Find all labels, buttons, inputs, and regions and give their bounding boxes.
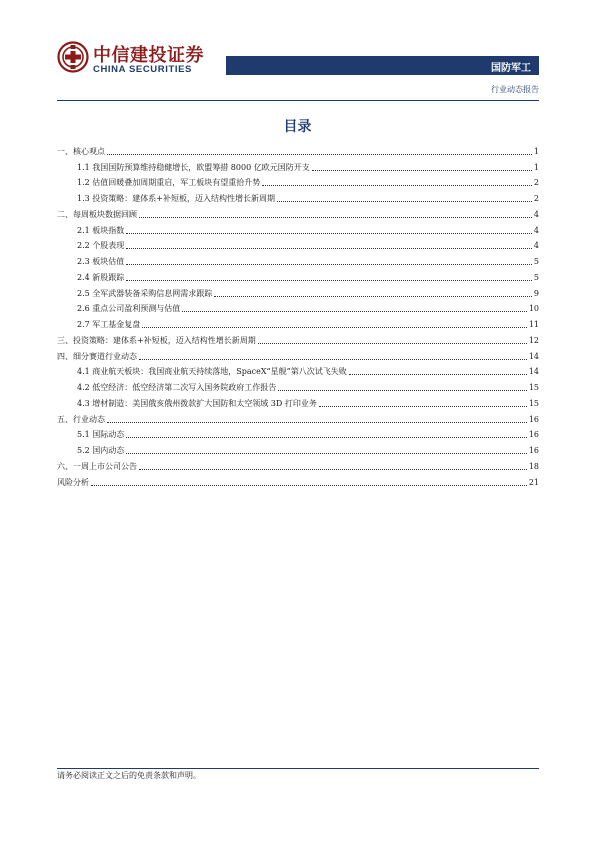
toc-leader-dots (107, 421, 527, 423)
toc-entry[interactable] (57, 267, 539, 283)
toc-entry-page: 16 (528, 430, 539, 440)
toc-entry-page: 5 (533, 257, 539, 266)
toc-entry-page: 9 (533, 288, 539, 298)
toc-leader-dots (214, 295, 532, 297)
toc-entry-label: 二、每周板块数据回顾 (57, 209, 137, 219)
toc-entry-page: 4 (533, 225, 539, 235)
toc-title: 目录 (283, 119, 312, 135)
toc-entry[interactable] (57, 346, 539, 362)
toc-entry[interactable] (57, 440, 539, 456)
toc-entry[interactable] (57, 188, 539, 204)
toc-entry-page: 14 (528, 367, 539, 377)
toc-entry-page: 16 (528, 414, 539, 424)
toc-entry-label: 2.1 板块指数 (77, 225, 125, 235)
toc-entry[interactable] (57, 204, 539, 220)
toc-entry-page: 16 (528, 446, 539, 455)
toc-entry-label: 1.3 投资策略：建体系+补短板，迈入结构性增长新周期 (77, 194, 275, 203)
china-securities-logo-icon (57, 41, 89, 73)
toc-entry-label: 2.4 新股跟踪 (77, 272, 125, 282)
toc-entry[interactable] (57, 173, 539, 189)
toc-entry[interactable] (57, 157, 539, 173)
toc-entry[interactable] (57, 362, 539, 378)
header-divider (57, 100, 539, 101)
toc-entry-page: 2 (533, 194, 539, 203)
toc-leader-dots (182, 310, 527, 312)
toc-leader-dots (126, 436, 527, 438)
sector-band (226, 56, 539, 75)
toc-leader-dots (349, 373, 527, 375)
sector-label: 国防军工 (491, 63, 531, 74)
toc-leader-dots (139, 358, 527, 360)
toc-leader-dots (126, 263, 532, 265)
toc-entry-label: 风险分析 (57, 477, 89, 487)
toc-entry[interactable] (57, 409, 539, 425)
toc-entry-page: 5 (533, 272, 539, 282)
toc-entry[interactable] (57, 425, 539, 441)
toc-entry[interactable] (57, 377, 539, 393)
toc-entry-label: 5.2 国内动态 (77, 446, 125, 455)
toc-entry-label: 2.6 重点公司盈利预测与估值 (77, 304, 181, 314)
table-of-contents (57, 141, 539, 488)
report-type-label: 行业动态报告 (491, 85, 539, 94)
brand-name-cn: 中信建投证券 (93, 45, 204, 66)
toc-entry-label: 三、投资策略：建体系+补短板，迈入结构性增长新周期 (57, 335, 256, 345)
toc-entry[interactable] (57, 283, 539, 299)
toc-leader-dots (312, 169, 532, 171)
toc-entry[interactable] (57, 314, 539, 330)
toc-leader-dots (91, 484, 527, 486)
toc-entry-label: 4.3 增材制造：美国俄亥俄州拨款扩大国防和太空领域 3D 打印业务 (77, 398, 317, 408)
toc-entry-page: 1 (533, 146, 539, 156)
toc-entry[interactable] (57, 393, 539, 409)
toc-entry-label: 1.1 我国国防预算维持稳健增长，欧盟筹措 8000 亿欧元国防开支 (77, 162, 310, 172)
toc-entry-label: 1.2 估值回暖叠加周期重启，军工板块有望重拾升势 (77, 178, 261, 188)
toc-entry-label: 5.1 国际动态 (77, 430, 125, 440)
toc-entry[interactable] (57, 220, 539, 236)
toc-entry-label: 四、细分赛道行业动态 (57, 351, 137, 361)
toc-entry-label: 2.7 军工基金复盘 (77, 320, 141, 329)
toc-leader-dots (139, 468, 527, 470)
toc-leader-dots (126, 232, 532, 234)
toc-leader-dots (142, 326, 527, 328)
toc-entry-page: 15 (528, 398, 539, 408)
toc-leader-dots (126, 247, 532, 249)
toc-entry-page: 12 (528, 335, 539, 345)
toc-leader-dots (262, 184, 532, 186)
toc-entry[interactable] (57, 236, 539, 252)
toc-leader-dots (126, 452, 527, 454)
toc-entry-label: 4.1 商业航天板块：我国商业航天持续落地，SpaceX“星舰”第八次试飞失败 (77, 367, 347, 377)
toc-entry-label: 六、一周上市公司公告 (57, 461, 137, 471)
toc-entry-label: 2.2 个股表现 (77, 241, 125, 251)
toc-entry[interactable] (57, 141, 539, 157)
toc-entry-label: 2.5 全军武器装备采购信息网需求跟踪 (77, 288, 213, 298)
toc-leader-dots (139, 216, 532, 218)
toc-leader-dots (258, 342, 527, 344)
toc-leader-dots (278, 389, 527, 391)
toc-entry-label: 五、行业动态 (57, 414, 105, 424)
toc-entry[interactable] (57, 299, 539, 315)
toc-entry-label: 一、核心观点 (57, 146, 105, 156)
toc-entry[interactable] (57, 472, 539, 488)
toc-entry-page: 4 (533, 241, 539, 251)
toc-entry[interactable] (57, 251, 539, 267)
toc-leader-dots (107, 153, 532, 155)
footer-divider (57, 768, 539, 769)
toc-entry-page: 2 (533, 178, 539, 188)
page-header (0, 0, 595, 100)
toc-leader-dots (126, 279, 532, 281)
toc-entry-label: 2.3 板块估值 (77, 257, 125, 266)
toc-entry-page: 14 (528, 351, 539, 361)
toc-leader-dots (277, 200, 532, 202)
disclaimer-text: 请务必阅读正文之后的免责条款和声明。 (57, 771, 201, 780)
toc-entry-page: 15 (528, 383, 539, 392)
toc-entry-label: 4.2 低空经济：低空经济第二次写入国务院政府工作报告 (77, 383, 277, 392)
toc-entry-page: 21 (528, 477, 539, 487)
toc-entry-page: 18 (528, 461, 539, 471)
toc-leader-dots (319, 405, 527, 407)
toc-entry-page: 10 (528, 304, 539, 314)
toc-entry-page: 11 (528, 320, 539, 329)
toc-entry[interactable] (57, 456, 539, 472)
toc-entry-page: 1 (533, 162, 539, 172)
brand-name-en: CHINA SECURITIES (93, 64, 192, 75)
toc-entry-page: 4 (533, 209, 539, 219)
toc-entry[interactable] (57, 330, 539, 346)
